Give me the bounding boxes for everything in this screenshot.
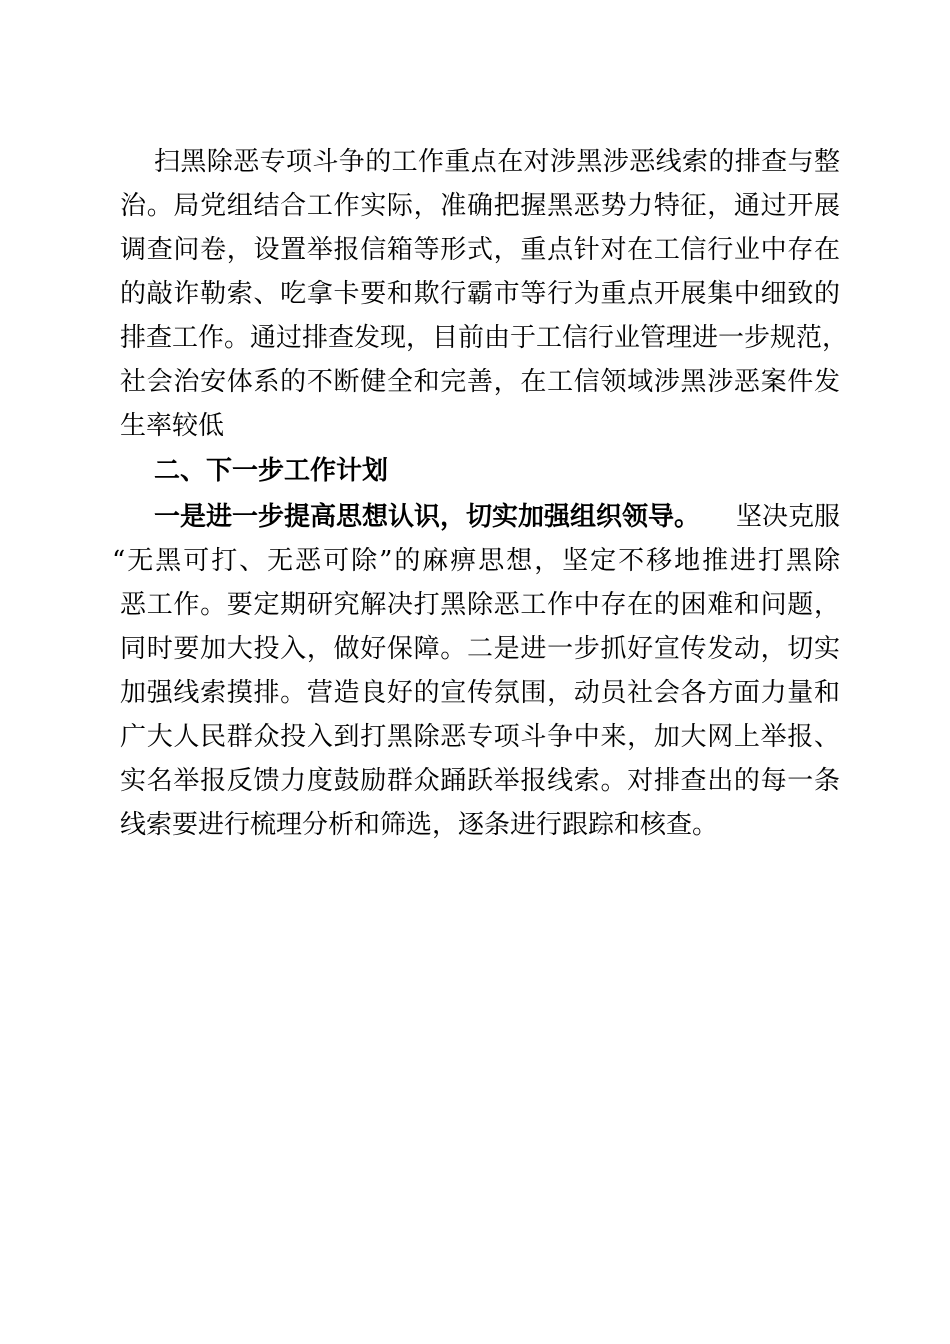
- paragraph-1-line-2: 治。局党组结合工作实际，准确把握黑恶势力特征，通过开展: [120, 191, 840, 221]
- paragraph-2-line-5: 加强线索摸排。营造良好的宣传氛围，动员社会各方面力量和: [120, 678, 840, 708]
- paragraph-1-line-5: 排查工作。通过排查发现，目前由于工信行业管理进一步规范，: [120, 323, 849, 353]
- paragraph-2-lead: 一是进一步提高思想认识，切实加强组织领导。: [154, 502, 701, 532]
- section-heading: 二、下一步工作计划: [154, 456, 389, 486]
- paragraph-2-line-7: 实名举报反馈力度鼓励群众踊跃举报线索。对排查出的每一条: [120, 766, 840, 796]
- paragraph-1-line-4: 的敲诈勒索、吃拿卡要和欺行霸市等行为重点开展集中细致的: [120, 279, 840, 309]
- paragraph-1-line-6: 社会治安体系的不断健全和完善，在工信领域涉黑涉恶案件发: [120, 367, 840, 397]
- paragraph-2-line-3: 恶工作。要定期研究解决打黑除恶工作中存在的困难和问题，: [120, 590, 840, 620]
- paragraph-1-line-1: 扫黑除恶专项斗争的工作重点在对涉黑涉恶线索的排查与整: [154, 147, 840, 177]
- paragraph-1-line-7: 生率较低: [120, 411, 225, 441]
- paragraph-2-line-6: 广大人民群众投入到打黑除恶专项斗争中来，加大网上举报、: [120, 722, 840, 752]
- paragraph-2-line-4: 同时要加大投入，做好保障。二是进一步抓好宣传发动，切实: [120, 634, 840, 664]
- paragraph-2-line-1: [154, 497, 840, 537]
- paragraph-2-line-8: 线索要进行梳理分析和筛选，逐条进行跟踪和核查。: [120, 810, 719, 840]
- paragraph-2-line-2: “无黑可打、无恶可除”的麻痹思想，坚定不移地推进打黑除: [112, 546, 840, 576]
- paragraph-1-line-3: 调查问卷，设置举报信箱等形式，重点针对在工信行业中存在: [120, 235, 840, 265]
- paragraph-2-line-1-rest: 坚决克服: [735, 502, 840, 532]
